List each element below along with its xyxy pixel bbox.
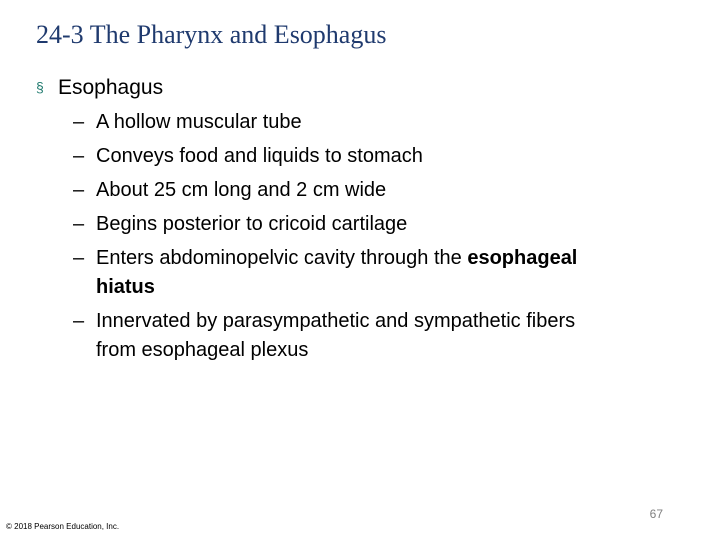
slide-content: [36, 72, 686, 365]
page-number: 67: [649, 507, 663, 521]
sub-bullet-text: About 25 cm long and 2 cm wide: [96, 179, 387, 201]
sub-bullet-text: Conveys food and liquids to stomach: [96, 145, 423, 167]
dash-bullet-icon: –: [73, 213, 85, 235]
sub-bullet-item: [36, 108, 686, 137]
slide-title: 24-3 The Pharynx and Esophagus: [36, 20, 387, 49]
dash-bullet-icon: –: [73, 111, 85, 133]
sub-bullet-item: [36, 307, 686, 365]
dash-bullet-icon: –: [73, 310, 85, 332]
bold-term: hiatus: [96, 276, 155, 298]
sub-bullet-item: [36, 176, 686, 205]
sub-bullet-text: Innervated by parasympathetic and sympathetic fibers: [96, 310, 576, 332]
sub-bullet-text: A hollow muscular tube: [96, 111, 302, 133]
bullet-heading-text: Esophagus: [58, 76, 164, 99]
dash-bullet-icon: –: [73, 179, 85, 201]
sub-bullet-item: [36, 244, 686, 302]
dash-bullet-icon: –: [73, 145, 85, 167]
square-bullet-icon: §: [36, 79, 44, 95]
sub-bullet-line: [96, 244, 686, 273]
sub-bullet-list: [36, 108, 686, 365]
sub-bullet-text: Enters abdominopelvic cavity through the: [96, 247, 468, 269]
bullet-heading: [36, 72, 686, 103]
sub-bullet-line: [96, 273, 686, 302]
sub-bullet-text: Begins posterior to cricoid cartilage: [96, 213, 408, 235]
sub-bullet-item: [36, 210, 686, 239]
sub-bullet-text: from esophageal plexus: [96, 339, 309, 361]
dash-bullet-icon: –: [73, 247, 85, 269]
bold-term: esophageal: [467, 247, 578, 269]
copyright-notice: © 2018 Pearson Education, Inc.: [6, 522, 120, 531]
sub-bullet-item: [36, 142, 686, 171]
